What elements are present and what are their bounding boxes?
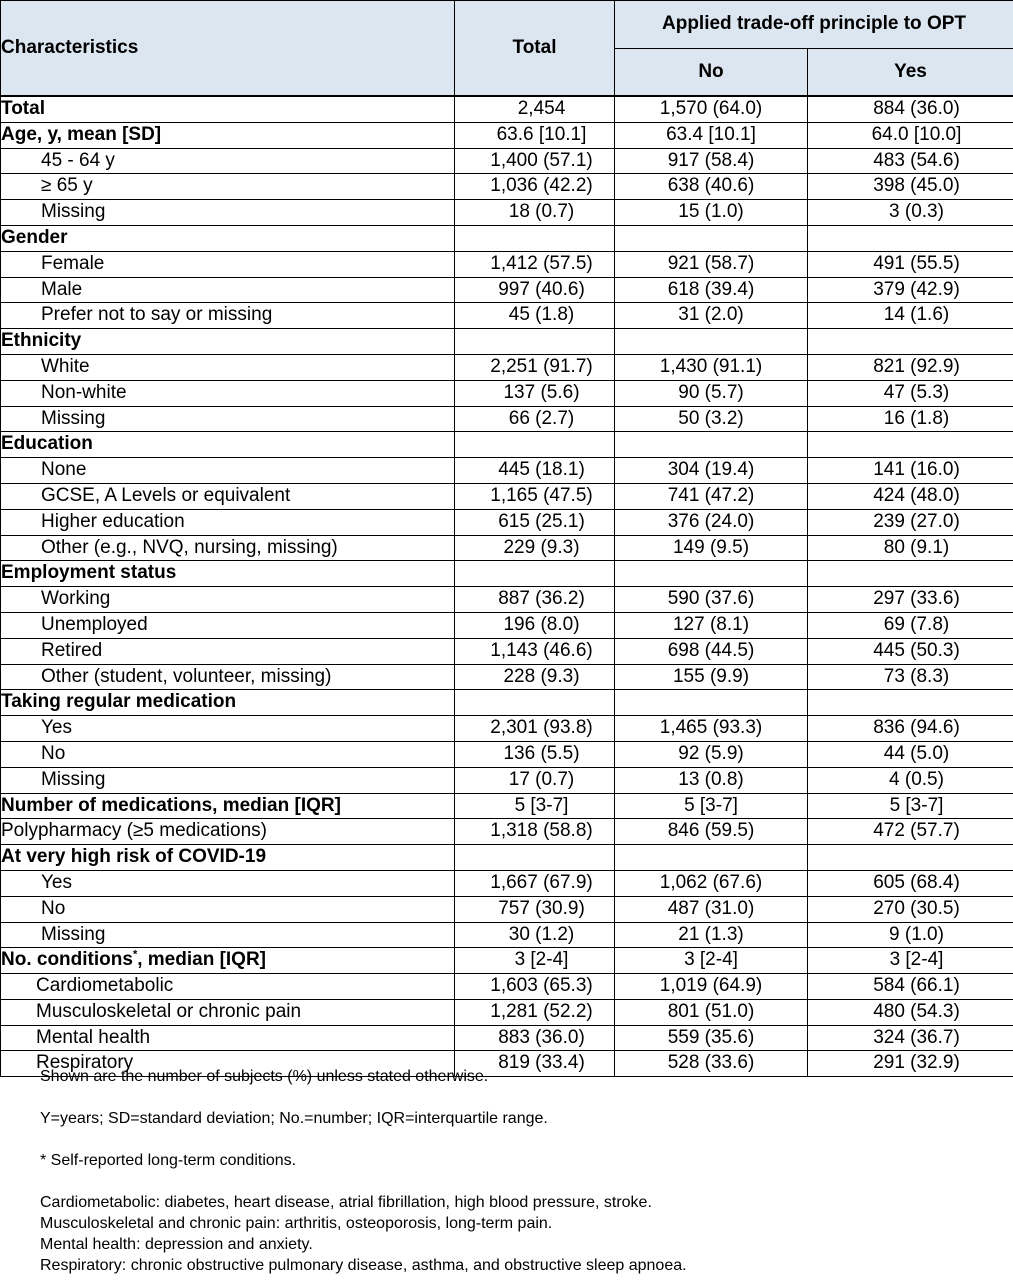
cell-total: 1,667 (67.9) <box>455 870 615 896</box>
row-label: Other (student, volunteer, missing) <box>1 664 455 690</box>
cell-yes <box>808 690 1013 716</box>
cell-no: 801 (51.0) <box>615 999 808 1025</box>
header-total: Total <box>455 1 615 97</box>
table-row <box>1 819 1013 845</box>
cell-yes: 398 (45.0) <box>808 174 1013 200</box>
table-row <box>1 122 1013 148</box>
cell-total: 757 (30.9) <box>455 896 615 922</box>
cell-yes: 44 (5.0) <box>808 741 1013 767</box>
row-label: Other (e.g., NVQ, nursing, missing) <box>1 535 455 561</box>
cell-total <box>455 561 615 587</box>
table-row <box>1 277 1013 303</box>
table-row <box>1 329 1013 355</box>
cell-total: 883 (36.0) <box>455 1025 615 1051</box>
cell-no: 698 (44.5) <box>615 638 808 664</box>
cell-total: 63.6 [10.1] <box>455 122 615 148</box>
table-row <box>1 896 1013 922</box>
row-label: Yes <box>1 870 455 896</box>
cell-total: 137 (5.6) <box>455 380 615 406</box>
row-label: Female <box>1 251 455 277</box>
table-row <box>1 303 1013 329</box>
cell-total: 2,454 <box>455 96 615 122</box>
row-label: Missing <box>1 767 455 793</box>
cell-total: 1,165 (47.5) <box>455 483 615 509</box>
row-label: Total <box>1 96 455 122</box>
cell-total: 5 [3-7] <box>455 793 615 819</box>
cell-yes <box>808 561 1013 587</box>
cell-yes: 324 (36.7) <box>808 1025 1013 1051</box>
table-row <box>1 845 1013 871</box>
cell-total: 1,036 (42.2) <box>455 174 615 200</box>
row-label: Musculoskeletal or chronic pain <box>1 999 455 1025</box>
cell-no: 590 (37.6) <box>615 587 808 613</box>
cell-yes: 424 (48.0) <box>808 483 1013 509</box>
cell-total: 66 (2.7) <box>455 406 615 432</box>
cell-no <box>615 432 808 458</box>
table-row <box>1 1025 1013 1051</box>
row-label: GCSE, A Levels or equivalent <box>1 483 455 509</box>
cell-yes: 483 (54.6) <box>808 148 1013 174</box>
table-row <box>1 793 1013 819</box>
row-label: Higher education <box>1 509 455 535</box>
cell-yes: 836 (94.6) <box>808 716 1013 742</box>
cell-yes: 445 (50.3) <box>808 638 1013 664</box>
table-row <box>1 716 1013 742</box>
row-label: 45 - 64 y <box>1 148 455 174</box>
table-body <box>1 96 1013 1077</box>
cell-total: 228 (9.3) <box>455 664 615 690</box>
cell-total <box>455 329 615 355</box>
cell-no: 487 (31.0) <box>615 896 808 922</box>
cell-total: 1,400 (57.1) <box>455 148 615 174</box>
row-label: Working <box>1 587 455 613</box>
row-label: No <box>1 741 455 767</box>
cell-yes: 584 (66.1) <box>808 974 1013 1000</box>
row-label: Male <box>1 277 455 303</box>
cell-no: 376 (24.0) <box>615 509 808 535</box>
row-label: Respiratory <box>1 1051 455 1077</box>
cell-no: 149 (9.5) <box>615 535 808 561</box>
cell-no <box>615 690 808 716</box>
cell-total: 136 (5.5) <box>455 741 615 767</box>
table-row <box>1 741 1013 767</box>
table-row <box>1 96 1013 122</box>
cell-total: 445 (18.1) <box>455 458 615 484</box>
cell-yes: 141 (16.0) <box>808 458 1013 484</box>
cell-no: 304 (19.4) <box>615 458 808 484</box>
note-abbreviations: Y=years; SD=standard deviation; No.=number; IQR=interquartile range. <box>40 1110 548 1127</box>
row-label: Age, y, mean [SD] <box>1 122 455 148</box>
cell-yes: 605 (68.4) <box>808 870 1013 896</box>
cell-no <box>615 329 808 355</box>
cell-yes <box>808 329 1013 355</box>
row-label: Non-white <box>1 380 455 406</box>
row-label: Education <box>1 432 455 458</box>
table-row <box>1 509 1013 535</box>
header-no: No <box>615 49 808 97</box>
cell-total: 45 (1.8) <box>455 303 615 329</box>
cell-no: 618 (39.4) <box>615 277 808 303</box>
cell-yes: 3 [2-4] <box>808 948 1013 974</box>
cell-yes: 47 (5.3) <box>808 380 1013 406</box>
cell-total: 1,412 (57.5) <box>455 251 615 277</box>
table-row <box>1 664 1013 690</box>
table-row <box>1 200 1013 226</box>
table-row <box>1 999 1013 1025</box>
cell-no: 1,570 (64.0) <box>615 96 808 122</box>
cell-total <box>455 845 615 871</box>
note-respiratory: Respiratory: chronic obstructive pulmonary disease, asthma, and obstructive sleep apnoea. <box>40 1257 687 1274</box>
table-row <box>1 767 1013 793</box>
table-row <box>1 432 1013 458</box>
cell-yes: 16 (1.8) <box>808 406 1013 432</box>
table-row <box>1 638 1013 664</box>
table-row <box>1 148 1013 174</box>
cell-no: 917 (58.4) <box>615 148 808 174</box>
row-label: Taking regular medication <box>1 690 455 716</box>
row-label: Prefer not to say or missing <box>1 303 455 329</box>
row-label: ≥ 65 y <box>1 174 455 200</box>
table-row <box>1 251 1013 277</box>
cell-no: 3 [2-4] <box>615 948 808 974</box>
note-shown: Shown are the number of subjects (%) unless stated otherwise. <box>40 1068 489 1085</box>
cell-total: 2,301 (93.8) <box>455 716 615 742</box>
row-label: None <box>1 458 455 484</box>
cell-no: 921 (58.7) <box>615 251 808 277</box>
table-row <box>1 948 1013 974</box>
cell-total <box>455 690 615 716</box>
cell-total: 18 (0.7) <box>455 200 615 226</box>
row-label: Cardiometabolic <box>1 974 455 1000</box>
cell-no <box>615 561 808 587</box>
cell-yes: 69 (7.8) <box>808 612 1013 638</box>
table-notes <box>40 1066 1000 1276</box>
cell-yes: 379 (42.9) <box>808 277 1013 303</box>
table-row <box>1 612 1013 638</box>
cell-total: 30 (1.2) <box>455 922 615 948</box>
cell-no: 846 (59.5) <box>615 819 808 845</box>
cell-no: 638 (40.6) <box>615 174 808 200</box>
cell-no: 5 [3-7] <box>615 793 808 819</box>
cell-yes <box>808 225 1013 251</box>
row-label: Unemployed <box>1 612 455 638</box>
cell-total: 1,143 (46.6) <box>455 638 615 664</box>
cell-no: 127 (8.1) <box>615 612 808 638</box>
cell-total: 615 (25.1) <box>455 509 615 535</box>
cell-yes <box>808 845 1013 871</box>
cell-yes: 9 (1.0) <box>808 922 1013 948</box>
cell-total: 819 (33.4) <box>455 1051 615 1077</box>
cell-yes: 884 (36.0) <box>808 96 1013 122</box>
table-row <box>1 225 1013 251</box>
table-row <box>1 922 1013 948</box>
cell-no: 21 (1.3) <box>615 922 808 948</box>
cell-no <box>615 845 808 871</box>
header-group: Applied trade-off principle to OPT <box>615 1 1013 49</box>
cell-total: 229 (9.3) <box>455 535 615 561</box>
header-yes: Yes <box>808 49 1013 97</box>
row-label: Yes <box>1 716 455 742</box>
cell-yes: 491 (55.5) <box>808 251 1013 277</box>
row-label: Gender <box>1 225 455 251</box>
table-row <box>1 483 1013 509</box>
row-label: No <box>1 896 455 922</box>
table-row <box>1 587 1013 613</box>
cell-no: 1,019 (64.9) <box>615 974 808 1000</box>
cell-yes: 4 (0.5) <box>808 767 1013 793</box>
note-mental-health: Mental health: depression and anxiety. <box>40 1236 313 1253</box>
cell-total: 887 (36.2) <box>455 587 615 613</box>
cell-total: 997 (40.6) <box>455 277 615 303</box>
cell-yes: 291 (32.9) <box>808 1051 1013 1077</box>
cell-yes: 480 (54.3) <box>808 999 1013 1025</box>
table-row <box>1 406 1013 432</box>
row-label: No. conditions*, median [IQR] <box>1 948 455 974</box>
cell-yes: 80 (9.1) <box>808 535 1013 561</box>
cell-no: 92 (5.9) <box>615 741 808 767</box>
note-asterisk: * Self-reported long-term conditions. <box>40 1152 297 1169</box>
row-label: White <box>1 354 455 380</box>
cell-total <box>455 432 615 458</box>
cell-no: 50 (3.2) <box>615 406 808 432</box>
cell-yes: 472 (57.7) <box>808 819 1013 845</box>
cell-no: 528 (33.6) <box>615 1051 808 1077</box>
row-label: Missing <box>1 406 455 432</box>
cell-no: 15 (1.0) <box>615 200 808 226</box>
table-row <box>1 535 1013 561</box>
cell-yes: 5 [3-7] <box>808 793 1013 819</box>
note-cardiometabolic: Cardiometabolic: diabetes, heart disease, atrial fibrillation, high blood pressure, stroke. <box>40 1194 652 1211</box>
cell-total: 1,281 (52.2) <box>455 999 615 1025</box>
cell-no: 63.4 [10.1] <box>615 122 808 148</box>
cell-no: 1,430 (91.1) <box>615 354 808 380</box>
cell-yes: 14 (1.6) <box>808 303 1013 329</box>
table-row <box>1 380 1013 406</box>
cell-total: 1,603 (65.3) <box>455 974 615 1000</box>
cell-yes: 3 (0.3) <box>808 200 1013 226</box>
table-row <box>1 974 1013 1000</box>
cell-no: 1,062 (67.6) <box>615 870 808 896</box>
row-label: Mental health <box>1 1025 455 1051</box>
cell-yes: 270 (30.5) <box>808 896 1013 922</box>
row-label: Retired <box>1 638 455 664</box>
cell-no: 90 (5.7) <box>615 380 808 406</box>
cell-total <box>455 225 615 251</box>
cell-yes: 64.0 [10.0] <box>808 122 1013 148</box>
row-label: At very high risk of COVID-19 <box>1 845 455 871</box>
cell-no: 741 (47.2) <box>615 483 808 509</box>
table-row <box>1 354 1013 380</box>
cell-yes: 297 (33.6) <box>808 587 1013 613</box>
table-row <box>1 561 1013 587</box>
cell-yes: 239 (27.0) <box>808 509 1013 535</box>
row-label: Number of medications, median [IQR] <box>1 793 455 819</box>
note-musculoskeletal: Musculoskeletal and chronic pain: arthritis, osteoporosis, long-term pain. <box>40 1215 553 1232</box>
header-characteristics: Characteristics <box>1 1 455 97</box>
row-label: Ethnicity <box>1 329 455 355</box>
cell-no: 31 (2.0) <box>615 303 808 329</box>
cell-no: 13 (0.8) <box>615 767 808 793</box>
row-label: Polypharmacy (≥5 medications) <box>1 819 455 845</box>
cell-total: 2,251 (91.7) <box>455 354 615 380</box>
cell-no: 1,465 (93.3) <box>615 716 808 742</box>
row-label: Missing <box>1 200 455 226</box>
cell-no <box>615 225 808 251</box>
table-row <box>1 870 1013 896</box>
cell-no: 559 (35.6) <box>615 1025 808 1051</box>
cell-total: 3 [2-4] <box>455 948 615 974</box>
cell-no: 155 (9.9) <box>615 664 808 690</box>
cell-yes <box>808 432 1013 458</box>
cell-total: 1,318 (58.8) <box>455 819 615 845</box>
cell-yes: 821 (92.9) <box>808 354 1013 380</box>
table-row <box>1 174 1013 200</box>
cell-total: 17 (0.7) <box>455 767 615 793</box>
cell-yes: 73 (8.3) <box>808 664 1013 690</box>
table-row <box>1 690 1013 716</box>
row-label: Employment status <box>1 561 455 587</box>
cell-total: 196 (8.0) <box>455 612 615 638</box>
table-row <box>1 458 1013 484</box>
row-label: Missing <box>1 922 455 948</box>
